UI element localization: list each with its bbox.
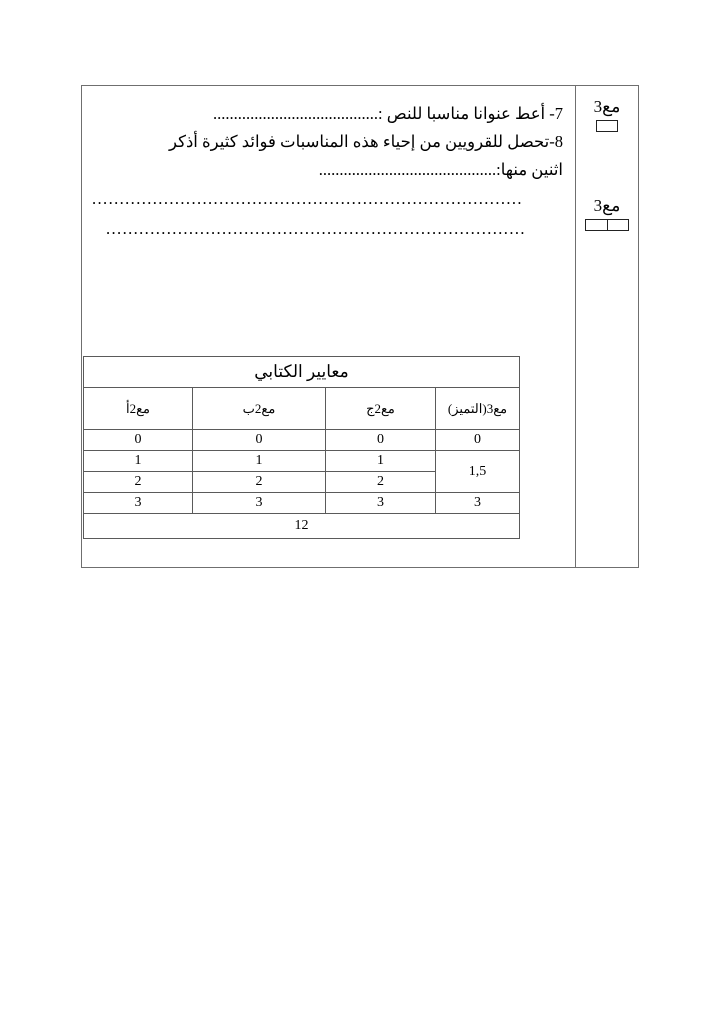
mark-label-2: مع3 [593,196,621,215]
question-8-text: 8-تحصل للقرويين من إحياء هذه المناسبات فوائد كثيرة أذكر [168,132,563,151]
criteria-cell: 2 [83,472,192,493]
criteria-cell: 0 [326,430,436,451]
mark-score-boxes-2[interactable] [576,219,638,231]
criteria-cell: 3 [83,493,192,514]
question-8-continuation-dots: ........................................... [318,160,497,179]
question-8-continuation [92,156,563,184]
exam-frame [81,85,639,568]
question-8 [92,128,563,156]
criteria-cell: 0 [193,430,326,451]
questions-block [82,86,575,244]
answer-line-2[interactable]: ............................................................................ [106,219,526,238]
criteria-cell: 1 [193,451,326,472]
criteria-header-1: مع2ج [326,388,436,430]
content-column [82,86,575,567]
criteria-cell-merged: 1,5 [436,451,520,493]
mark-label-1: مع3 [593,97,621,116]
criteria-cell: 3 [436,493,520,514]
criteria-table [83,356,520,539]
criteria-total-value: 12 [83,514,519,539]
criteria-cell: 1 [83,451,192,472]
mark-block-1 [576,97,638,132]
criteria-cell: 3 [326,493,436,514]
criteria-cell: 0 [83,430,192,451]
question-7-text: 7- أعط عنوانا مناسبا للنص : [378,104,563,123]
score-box[interactable] [585,219,607,231]
criteria-cell: 1 [326,451,436,472]
criteria-total-row [83,514,519,539]
question-7 [92,100,563,128]
criteria-header-3: مع2أ [83,388,192,430]
score-box[interactable] [607,219,629,231]
criteria-cell: 0 [436,430,520,451]
question-8-continuation-text: اثنين منها: [496,160,563,179]
criteria-table-wrap [84,356,520,539]
criteria-header-row [83,388,519,430]
mark-block-2 [576,196,638,231]
table-row [83,493,519,514]
mark-score-boxes-1[interactable] [576,120,638,132]
question-7-dots: ........................................ [213,104,379,123]
table-row [83,451,519,472]
criteria-title-row [83,357,519,388]
criteria-header-0: مع3(التميز) [436,388,520,430]
criteria-header-2: مع2ب [193,388,326,430]
criteria-cell: 3 [193,493,326,514]
score-box[interactable] [596,120,618,132]
criteria-table-title: معايير الكتابي [83,357,519,388]
answer-line-1[interactable]: .............................................................................. [92,189,523,208]
criteria-cell: 2 [326,472,436,493]
table-row [83,430,519,451]
criteria-cell: 2 [193,472,326,493]
marks-column [575,86,638,567]
